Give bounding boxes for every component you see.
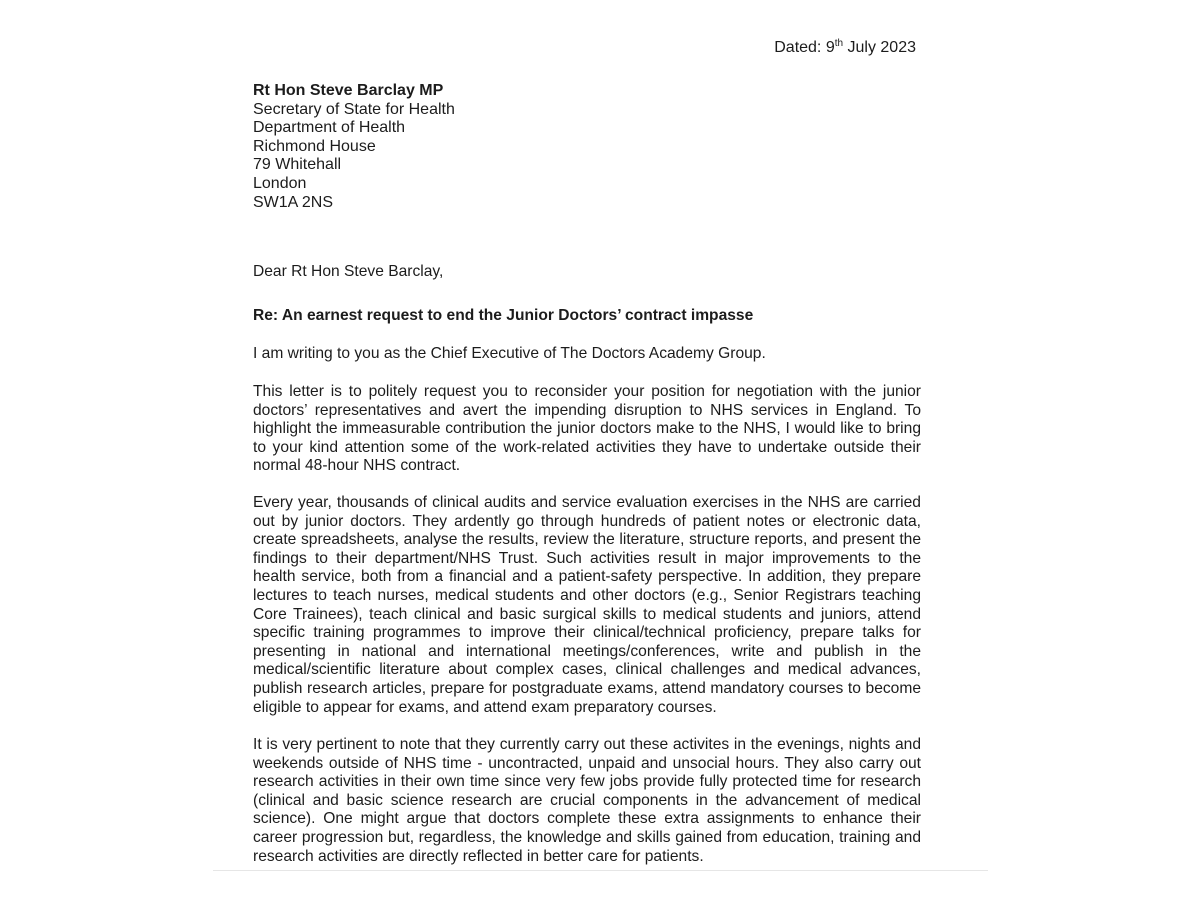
recipient-address <box>253 82 455 212</box>
subject-line: Re: An earnest request to end the Junior Doctors’ contract impasse <box>253 307 754 324</box>
recipient-postcode: SW1A 2NS <box>253 193 334 211</box>
recipient-building: Richmond House <box>253 137 376 155</box>
recipient-street: 79 Whitehall <box>253 156 342 174</box>
salutation: Dear Rt Hon Steve Barclay, <box>253 263 444 280</box>
page-bottom-divider <box>213 870 988 871</box>
letter-date <box>774 38 916 57</box>
recipient-name: Rt Hon Steve Barclay MP <box>253 82 444 99</box>
body-paragraph: I am writing to you as the Chief Executive of The Doctors Academy Group. <box>253 345 766 362</box>
recipient-department: Department of Health <box>253 119 406 137</box>
body-paragraph: This letter is to politely request you to reconsider your position for negotiation with the junior doctors’ representatives and avert the impending disruption to NHS services in England. To highlight the immeasurable contribution the junior doctors make to the NHS, I would like to bring to your kind attention some of the work-related activities they have to undertake outside their normal 48-hour NHS contract. <box>253 383 921 475</box>
body-paragraph: It is very pertinent to note that they currently carry out these activites in the evenings, nights and weekends outside of NHS time - uncontracted, unpaid and unsocial hours. They also carry out research activities in their own time since very few jobs provide fully protected time for research (clinical and basic science research are crucial components in the advancement of medical science). One might argue that doctors complete these extra assignments to enhance their career progression but, regardless, the knowledge and skills gained from education, training and research activities are directly reflected in better care for patients. <box>253 736 921 865</box>
date-prefix: Dated: 9 <box>774 39 835 56</box>
date-ordinal-suffix: th <box>834 38 844 49</box>
date-rest: July 2023 <box>843 39 916 56</box>
body-paragraph: Every year, thousands of clinical audits and service evaluation exercises in the NHS are carried out by junior doctors. They ardently go through hundreds of patient notes or electronic data, create spreadsheets, analyse the results, review the literature, structure reports, and present the findings to their department/NHS Trust. Such activities result in major improvements to the health service, both from a financial and a patient-safety perspective. In addition, they prepare lectures to teach nurses, medical students and other doctors (e.g., Senior Registrars teaching Core Trainees), teach clinical and basic surgical skills to medical students and juniors, attend specific training programmes to improve their clinical/technical proficiency, prepare talks for presenting in national and international meetings/conferences, write and publish in the medical/scientific literature about complex cases, clinical challenges and medical advances, publish research articles, prepare for postgraduate exams, attend mandatory courses to become eligible to appear for exams, and attend exam preparatory courses. <box>253 494 921 716</box>
recipient-city: London <box>253 174 307 192</box>
recipient-title: Secretary of State for Health <box>253 100 455 118</box>
